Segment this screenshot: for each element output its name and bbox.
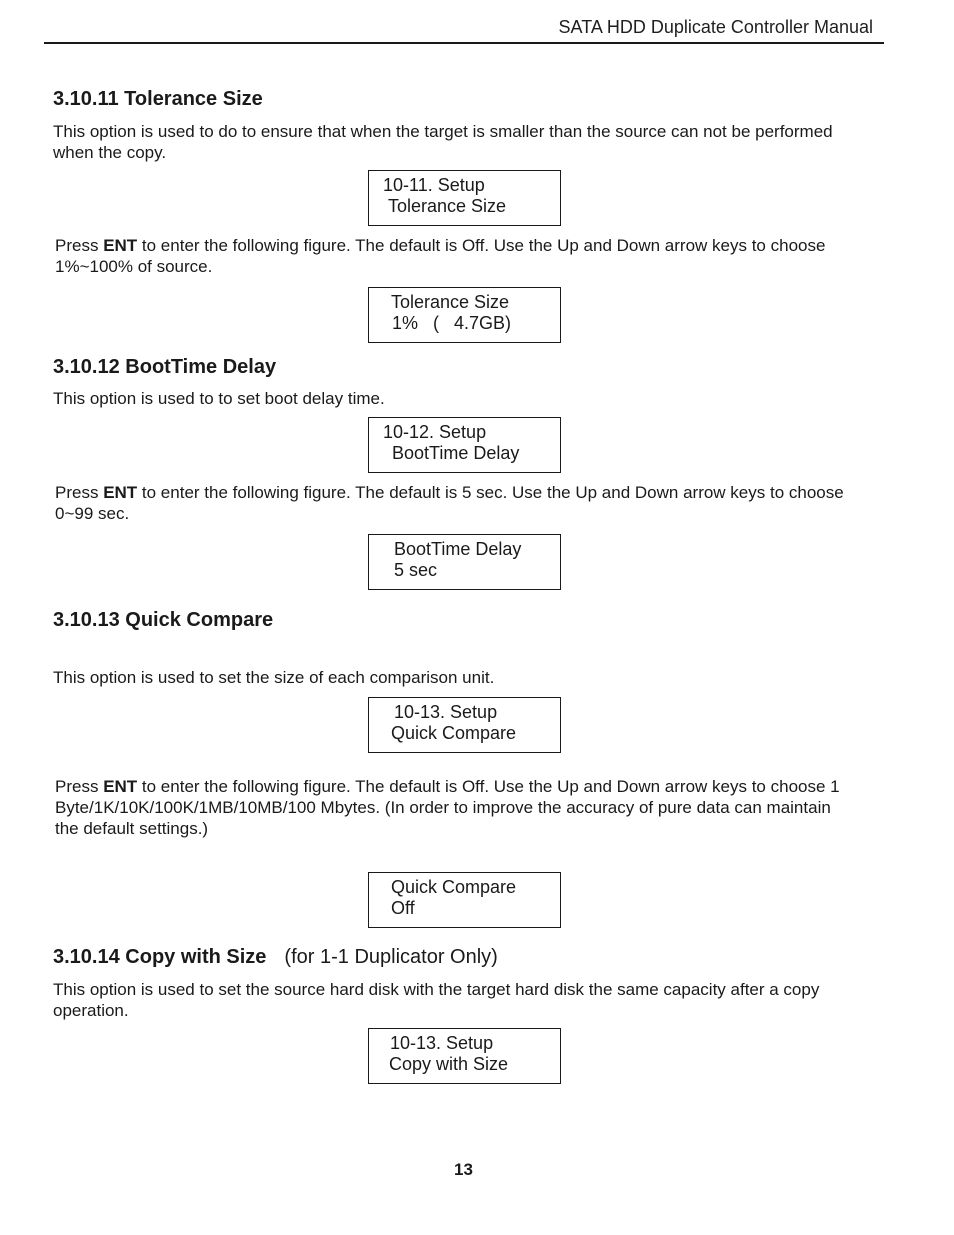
lcd-menu-box-quick-compare [368,697,561,753]
section-press-quick-compare [55,776,855,839]
lcd-line-2: Tolerance Size [388,196,507,216]
press-post: to enter the following figure. The default is 5 sec. Use the Up and Down arrow keys to choose 0~99 sec. [55,483,844,523]
press-pre: Press [55,236,104,255]
lcd-line-1: 10-11. Setup [383,175,485,195]
key-ent: ENT [103,236,138,255]
lcd-menu-box-tolerance-size [368,170,561,226]
section-press-tolerance-size [55,235,875,277]
lcd-line-1: Tolerance Size [391,292,510,312]
running-header-title: SATA HDD Duplicate Controller Manual [558,17,873,37]
heading-suffix: (for 1-1 Duplicator Only) [284,946,498,968]
section-heading-tolerance-size: 3.10.11 Tolerance Size [53,88,263,110]
lcd-line-2: Quick Compare [391,723,517,743]
section-heading-copy-with-size [53,946,498,969]
lcd-menu-box-boottime-delay [368,417,561,473]
lcd-line-1: 10-12. Setup [383,422,487,442]
lcd-line-1: 10-13. Setup [394,702,498,722]
press-pre: Press [55,483,104,502]
lcd-value-box-boottime-delay [368,534,561,590]
lcd-line-1: 10-13. Setup [390,1033,494,1053]
section-heading-quick-compare: 3.10.13 Quick Compare [53,609,274,631]
lcd-line-2: Copy with Size [389,1054,509,1074]
header-rule [44,42,884,44]
section-intro-quick-compare: This option is used to set the size of each comparison unit. [53,668,495,687]
lcd-line-2: 1% ( 4.7GB) [392,313,512,333]
lcd-value-box-tolerance-size [368,287,561,343]
key-ent: ENT [103,777,138,796]
lcd-line-2: Off [391,898,415,918]
press-post: to enter the following figure. The default is Off. Use the Up and Down arrow keys to choose 1%~100% of source. [55,236,826,276]
lcd-value-box-quick-compare [368,872,561,928]
section-intro-boottime-delay: This option is used to to set boot delay time. [53,389,385,408]
press-post: to enter the following figure. The default is Off. Use the Up and Down arrow keys to choose 1 Byte/1K/10K/100K/1MB/10MB/100 Mbytes. (In order to improve the accuracy of pure data can maintain the default settings.) [55,777,840,838]
heading-text: 3.10.14 Copy with Size [53,946,267,968]
lcd-line-2: BootTime Delay [392,443,520,463]
section-intro-tolerance-size: This option is used to do to ensure that when the target is smaller than the source can not be performed when the copy. [53,122,833,162]
section-intro-copy-with-size: This option is used to set the source hard disk with the target hard disk the same capacity after a copy operation. [53,980,820,1020]
page-number: 13 [454,1160,473,1179]
lcd-line-1: BootTime Delay [394,539,522,559]
lcd-line-1: Quick Compare [391,877,517,897]
key-ent: ENT [103,483,138,502]
section-heading-boottime-delay: 3.10.12 BootTime Delay [53,356,277,378]
lcd-menu-box-copy-with-size [368,1028,561,1084]
lcd-line-2: 5 sec [394,560,438,580]
section-press-boottime-delay [55,482,875,524]
press-pre: Press [55,777,104,796]
